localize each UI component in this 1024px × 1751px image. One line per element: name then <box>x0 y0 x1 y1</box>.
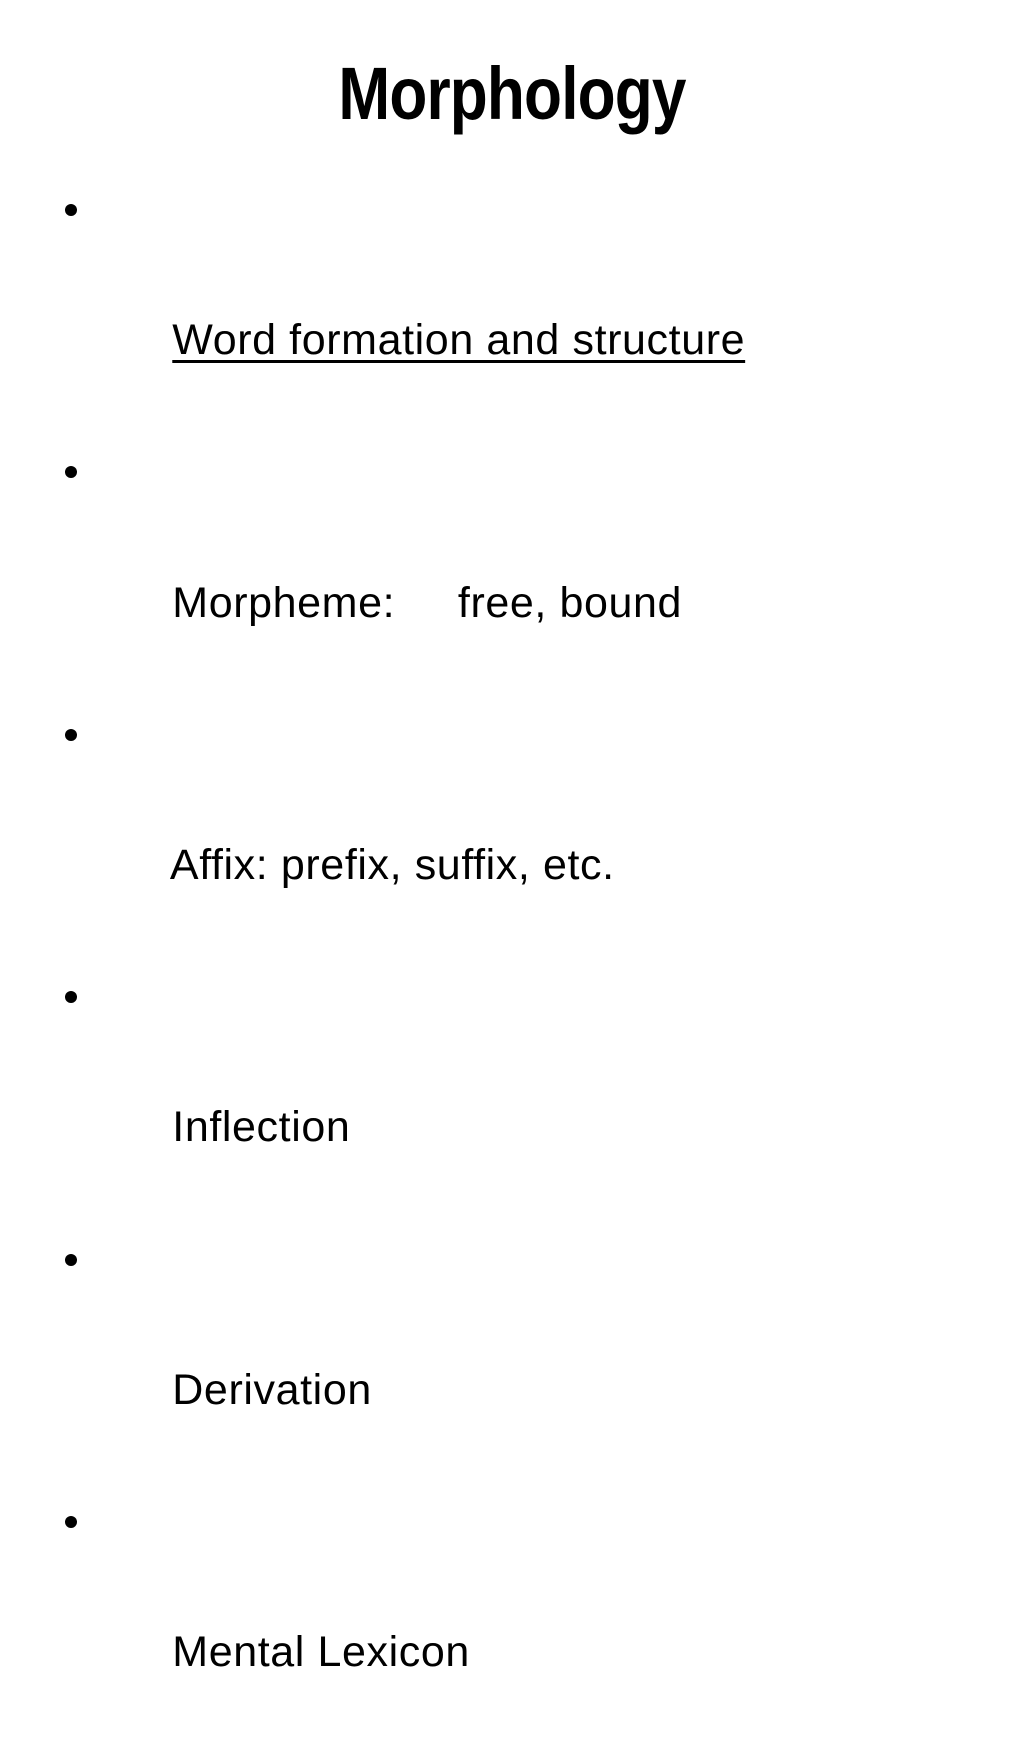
bullet-icon <box>65 991 77 1003</box>
bullet-list <box>0 177 1024 1751</box>
bullet-text: Affix: prefix, suffix, etc. <box>169 840 615 889</box>
bullet-icon <box>65 729 77 741</box>
list-item <box>0 1227 1024 1489</box>
bullet-icon <box>65 204 77 216</box>
slide-title: Morphology <box>338 52 686 135</box>
bullet-icon <box>65 1254 77 1266</box>
bullet-text: Morpheme: free, bound <box>172 578 683 627</box>
bullet-icon <box>65 1516 77 1528</box>
list-item <box>0 1489 1024 1751</box>
bullet-text: Word formation and structure <box>172 316 746 365</box>
bullet-icon <box>65 466 77 478</box>
list-item <box>0 702 1024 964</box>
bullet-text: Derivation <box>172 1365 372 1414</box>
list-item <box>0 964 1024 1226</box>
list-item <box>0 177 1024 439</box>
list-item <box>0 439 1024 701</box>
bullet-text: Inflection <box>172 1103 351 1152</box>
bullet-text: Mental Lexicon <box>172 1628 470 1677</box>
